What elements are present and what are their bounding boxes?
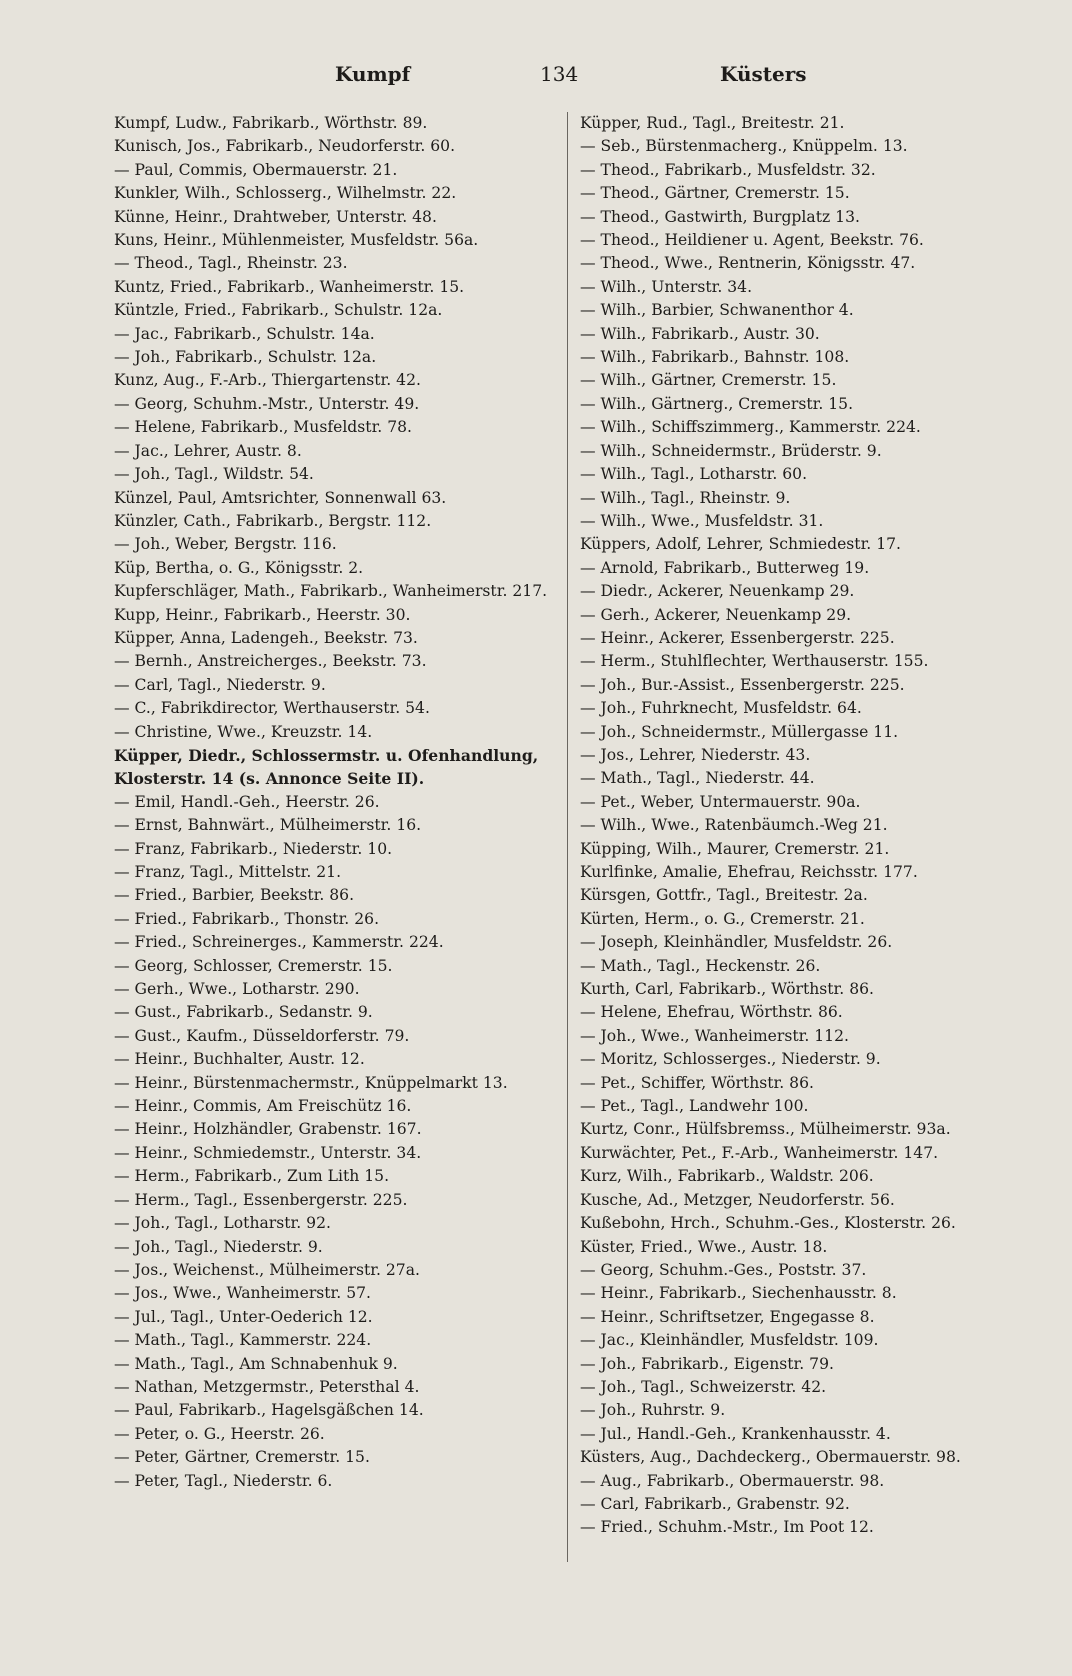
directory-entry: — Pet., Weber, Untermauerstr. 90a. bbox=[580, 792, 861, 811]
directory-entry: — Joseph, Kleinhändler, Musfeldstr. 26. bbox=[580, 933, 893, 952]
directory-entry: — Heinr., Ackerer, Essenbergerstr. 225. bbox=[580, 628, 895, 647]
page-header bbox=[115, 62, 1012, 102]
directory-entry: — Wilh., Fabrikarb., Bahnstr. 108. bbox=[580, 348, 850, 367]
directory-entry: — Fried., Barbier, Beekstr. 86. bbox=[114, 886, 355, 905]
directory-entry: — Peter, Tagl., Niederstr. 6. bbox=[114, 1471, 333, 1490]
directory-entry: — Seb., Bürstenmacherg., Knüppelm. 13. bbox=[580, 137, 908, 156]
directory-entry: Kurlfinke, Amalie, Ehefrau, Reichsstr. 177. bbox=[580, 863, 918, 881]
directory-entry: — Heinr., Commis, Am Freischütz 16. bbox=[114, 1097, 412, 1116]
directory-entry: — Georg, Schuhm.-Ges., Poststr. 37. bbox=[580, 1260, 867, 1279]
directory-entry: — Theod., Heildiener u. Agent, Beekstr. 76. bbox=[580, 231, 924, 250]
directory-entry: — Joh., Weber, Bergstr. 116. bbox=[114, 535, 337, 554]
directory-entry: — Arnold, Fabrikarb., Butterweg 19. bbox=[580, 558, 870, 577]
directory-entry: Kuntz, Fried., Fabrikarb., Wanheimerstr. 15. bbox=[114, 277, 465, 296]
directory-entry: — Carl, Fabrikarb., Grabenstr. 92. bbox=[580, 1494, 850, 1513]
column-divider bbox=[567, 112, 568, 1562]
directory-entry: — C., Fabrikdirector, Werthauserstr. 54. bbox=[114, 699, 430, 718]
directory-entry: — Pet., Schiffer, Wörthstr. 86. bbox=[580, 1073, 814, 1092]
directory-entry: — Nathan, Metzgermstr., Petersthal 4. bbox=[114, 1377, 420, 1396]
directory-entry: — Emil, Handl.-Geh., Heerstr. 26. bbox=[114, 792, 380, 811]
directory-entry: — Theod., Gastwirth, Burgplatz 13. bbox=[580, 207, 860, 226]
directory-entry: — Wilh., Fabrikarb., Austr. 30. bbox=[580, 324, 820, 343]
directory-entry: — Jac., Kleinhändler, Musfeldstr. 109. bbox=[580, 1331, 879, 1350]
directory-entry: — Theod., Tagl., Rheinstr. 23. bbox=[114, 254, 348, 273]
directory-entry: — Heinr., Schmiedemstr., Unterstr. 34. bbox=[114, 1143, 422, 1162]
directory-entry: Künzel, Paul, Amtsrichter, Sonnenwall 63. bbox=[114, 488, 447, 507]
left-column bbox=[114, 112, 554, 1493]
directory-entry: Kusche, Ad., Metzger, Neudorferstr. 56. bbox=[580, 1190, 895, 1209]
directory-entry: — Jos., Wwe., Wanheimerstr. 57. bbox=[114, 1284, 371, 1303]
directory-entry: Kunisch, Jos., Fabrikarb., Neudorferstr. 60. bbox=[114, 137, 456, 156]
directory-entry: — Jos., Weichenst., Mülheimerstr. 27a. bbox=[114, 1260, 420, 1279]
directory-entry: Künzler, Cath., Fabrikarb., Bergstr. 112. bbox=[114, 511, 432, 530]
directory-entry: — Wilh., Schneidermstr., Brüderstr. 9. bbox=[580, 441, 882, 460]
directory-entry: Küpper, Rud., Tagl., Breitestr. 21. bbox=[580, 114, 845, 132]
directory-entry: Kurtz, Conr., Hülfsbremss., Mülheimerstr. 93a. bbox=[580, 1120, 951, 1139]
directory-entry: — Diedr., Ackerer, Neuenkamp 29. bbox=[580, 582, 855, 601]
directory-entry: — Jul., Handl.-Geh., Krankenhausstr. 4. bbox=[580, 1424, 891, 1443]
directory-entry: — Joh., Tagl., Wildstr. 54. bbox=[114, 465, 314, 484]
directory-entry: Kußebohn, Hrch., Schuhm.-Ges., Klosterstr. 26. bbox=[580, 1214, 956, 1233]
directory-entry: Kupferschläger, Math., Fabrikarb., Wanheimerstr. 217. bbox=[114, 582, 548, 601]
directory-entry: Küppers, Adolf, Lehrer, Schmiedestr. 17. bbox=[580, 535, 902, 554]
directory-entry: — Georg, Schlosser, Cremerstr. 15. bbox=[114, 956, 393, 975]
header-right-keyword: Küsters bbox=[720, 62, 807, 86]
directory-entry: — Math., Tagl., Kammerstr. 224. bbox=[114, 1331, 372, 1350]
directory-entry: — Fried., Schuhm.-Mstr., Im Poot 12. bbox=[580, 1518, 874, 1537]
directory-entry: — Fried., Fabrikarb., Thonstr. 26. bbox=[114, 909, 380, 928]
directory-entry: — Herm., Tagl., Essenbergerstr. 225. bbox=[114, 1190, 408, 1209]
directory-entry: — Heinr., Buchhalter, Austr. 12. bbox=[114, 1050, 365, 1069]
page-number: 134 bbox=[540, 62, 579, 86]
directory-entry: — Herm., Stuhlflechter, Werthauserstr. 155. bbox=[580, 652, 929, 671]
directory-entry: — Franz, Tagl., Mittelstr. 21. bbox=[114, 863, 342, 881]
directory-entry: — Theod., Gärtner, Cremerstr. 15. bbox=[580, 184, 850, 203]
directory-entry: — Joh., Fuhrknecht, Musfeldstr. 64. bbox=[580, 699, 862, 718]
directory-entry: — Peter, Gärtner, Cremerstr. 15. bbox=[114, 1448, 370, 1467]
directory-entry: — Joh., Fabrikarb., Schulstr. 12a. bbox=[114, 348, 377, 367]
directory-entry: Küsters, Aug., Dachdeckerg., Obermauerstr. 98. bbox=[580, 1448, 961, 1467]
directory-entry: — Paul, Fabrikarb., Hagelsgäßchen 14. bbox=[114, 1401, 424, 1420]
directory-entry: — Theod., Wwe., Rentnerin, Königsstr. 47. bbox=[580, 254, 916, 273]
directory-entry: — Wilh., Wwe., Ratenbäumch.-Weg 21. bbox=[580, 816, 888, 835]
directory-entry: Kurz, Wilh., Fabrikarb., Waldstr. 206. bbox=[580, 1167, 874, 1186]
directory-entry: — Joh., Fabrikarb., Eigenstr. 79. bbox=[580, 1354, 834, 1373]
directory-entry: — Wilh., Gärtner, Cremerstr. 15. bbox=[580, 371, 837, 390]
directory-entry: Kunz, Aug., F.-Arb., Thiergartenstr. 42. bbox=[114, 371, 421, 390]
directory-entry: — Joh., Tagl., Schweizerstr. 42. bbox=[580, 1377, 827, 1396]
directory-entry: — Fried., Schreinerges., Kammerstr. 224. bbox=[114, 933, 444, 952]
directory-entry: — Gust., Fabrikarb., Sedanstr. 9. bbox=[114, 1003, 373, 1022]
directory-entry: — Math., Tagl., Am Schnabenhuk 9. bbox=[114, 1354, 398, 1373]
directory-entry: — Wilh., Unterstr. 34. bbox=[580, 277, 753, 296]
directory-entry: Küster, Fried., Wwe., Austr. 18. bbox=[580, 1237, 828, 1256]
right-column bbox=[580, 112, 1020, 1540]
directory-entry: — Gust., Kaufm., Düsseldorferstr. 79. bbox=[114, 1026, 410, 1045]
directory-entry: — Gerh., Wwe., Lotharstr. 290. bbox=[114, 980, 360, 999]
directory-entry: Kurwächter, Pet., F.-Arb., Wanheimerstr. 147. bbox=[580, 1143, 939, 1162]
directory-entry: — Heinr., Bürstenmachermstr., Knüppelmarkt 13. bbox=[114, 1073, 508, 1092]
directory-entry: — Helene, Fabrikarb., Musfeldstr. 78. bbox=[114, 418, 413, 437]
directory-entry: — Theod., Fabrikarb., Musfeldstr. 32. bbox=[580, 160, 876, 179]
directory-entry: — Jos., Lehrer, Niederstr. 43. bbox=[580, 745, 811, 764]
directory-entry: — Jac., Lehrer, Austr. 8. bbox=[114, 441, 302, 460]
directory-entry: Kumpf, Ludw., Fabrikarb., Wörthstr. 89. bbox=[114, 114, 428, 132]
directory-entry: — Heinr., Fabrikarb., Siechenhausstr. 8. bbox=[580, 1284, 897, 1303]
directory-entry: — Paul, Commis, Obermauerstr. 21. bbox=[114, 160, 398, 179]
directory-entry: — Moritz, Schlosserges., Niederstr. 9. bbox=[580, 1050, 881, 1069]
directory-entry: — Heinr., Holzhändler, Grabenstr. 167. bbox=[114, 1120, 422, 1139]
directory-entry: — Christine, Wwe., Kreuzstr. 14. bbox=[114, 722, 373, 741]
directory-entry: — Bernh., Anstreicherges., Beekstr. 73. bbox=[114, 652, 427, 671]
directory-entry: — Carl, Tagl., Niederstr. 9. bbox=[114, 675, 326, 694]
directory-entry: — Joh., Schneidermstr., Müllergasse 11. bbox=[580, 722, 899, 741]
directory-entry: Kupp, Heinr., Fabrikarb., Heerstr. 30. bbox=[114, 605, 411, 624]
directory-entry: — Peter, o. G., Heerstr. 26. bbox=[114, 1424, 325, 1443]
directory-entry: — Wilh., Gärtnerg., Cremerstr. 15. bbox=[580, 394, 854, 413]
directory-entry: Küpper, Diedr., Schlossermstr. u. Ofenhandlung, Klosterstr. 14 (s. Annonce Seite II). bbox=[114, 745, 539, 789]
directory-entry: Küntzle, Fried., Fabrikarb., Schulstr. 12a. bbox=[114, 301, 443, 320]
directory-entry: Kürsgen, Gottfr., Tagl., Breitestr. 2a. bbox=[580, 886, 868, 905]
header-left-keyword: Kumpf bbox=[335, 62, 411, 86]
directory-entry: Kuns, Heinr., Mühlenmeister, Musfeldstr. 56a. bbox=[114, 231, 479, 250]
directory-entry: — Wilh., Tagl., Rheinstr. 9. bbox=[580, 488, 791, 507]
directory-entry: Kürten, Herm., o. G., Cremerstr. 21. bbox=[580, 909, 865, 928]
directory-entry: — Heinr., Schriftsetzer, Engegasse 8. bbox=[580, 1307, 875, 1326]
directory-entry: Küpper, Anna, Ladengeh., Beekstr. 73. bbox=[114, 628, 418, 647]
directory-entry: — Franz, Fabrikarb., Niederstr. 10. bbox=[114, 839, 393, 858]
directory-entry: Kurth, Carl, Fabrikarb., Wörthstr. 86. bbox=[580, 980, 874, 999]
directory-entry: — Pet., Tagl., Landwehr 100. bbox=[580, 1097, 809, 1116]
directory-entry: — Jul., Tagl., Unter-Oederich 12. bbox=[114, 1307, 373, 1326]
directory-entry: — Wilh., Tagl., Lotharstr. 60. bbox=[580, 465, 808, 484]
directory-entry: — Helene, Ehefrau, Wörthstr. 86. bbox=[580, 1003, 843, 1022]
directory-entry: — Gerh., Ackerer, Neuenkamp 29. bbox=[580, 605, 852, 624]
directory-entry: — Ernst, Bahnwärt., Mülheimerstr. 16. bbox=[114, 816, 422, 835]
directory-entry: Küp, Bertha, o. G., Königsstr. 2. bbox=[114, 558, 364, 577]
directory-entry: — Wilh., Schiffszimmerg., Kammerstr. 224. bbox=[580, 418, 921, 437]
directory-entry: — Joh., Tagl., Lotharstr. 92. bbox=[114, 1214, 331, 1233]
directory-entry: — Wilh., Wwe., Musfeldstr. 31. bbox=[580, 511, 824, 530]
directory-entry: — Herm., Fabrikarb., Zum Lith 15. bbox=[114, 1167, 390, 1186]
directory-entry: — Math., Tagl., Niederstr. 44. bbox=[580, 769, 815, 788]
directory-entry: — Aug., Fabrikarb., Obermauerstr. 98. bbox=[580, 1471, 885, 1490]
directory-entry: — Georg, Schuhm.-Mstr., Unterstr. 49. bbox=[114, 394, 420, 413]
directory-entry: — Math., Tagl., Heckenstr. 26. bbox=[580, 956, 821, 975]
directory-entry: Kunkler, Wilh., Schlosserg., Wilhelmstr. 22. bbox=[114, 184, 457, 203]
directory-entry: — Joh., Bur.-Assist., Essenbergerstr. 225. bbox=[580, 675, 905, 694]
directory-entry: — Jac., Fabrikarb., Schulstr. 14a. bbox=[114, 324, 375, 343]
directory-entry: — Wilh., Barbier, Schwanenthor 4. bbox=[580, 301, 854, 320]
directory-entry: — Joh., Ruhrstr. 9. bbox=[580, 1401, 726, 1420]
directory-entry: — Joh., Tagl., Niederstr. 9. bbox=[114, 1237, 323, 1256]
directory-entry: — Joh., Wwe., Wanheimerstr. 112. bbox=[580, 1026, 849, 1045]
directory-entry: Künne, Heinr., Drahtweber, Unterstr. 48. bbox=[114, 207, 437, 226]
directory-entry: Küpping, Wilh., Maurer, Cremerstr. 21. bbox=[580, 839, 890, 858]
